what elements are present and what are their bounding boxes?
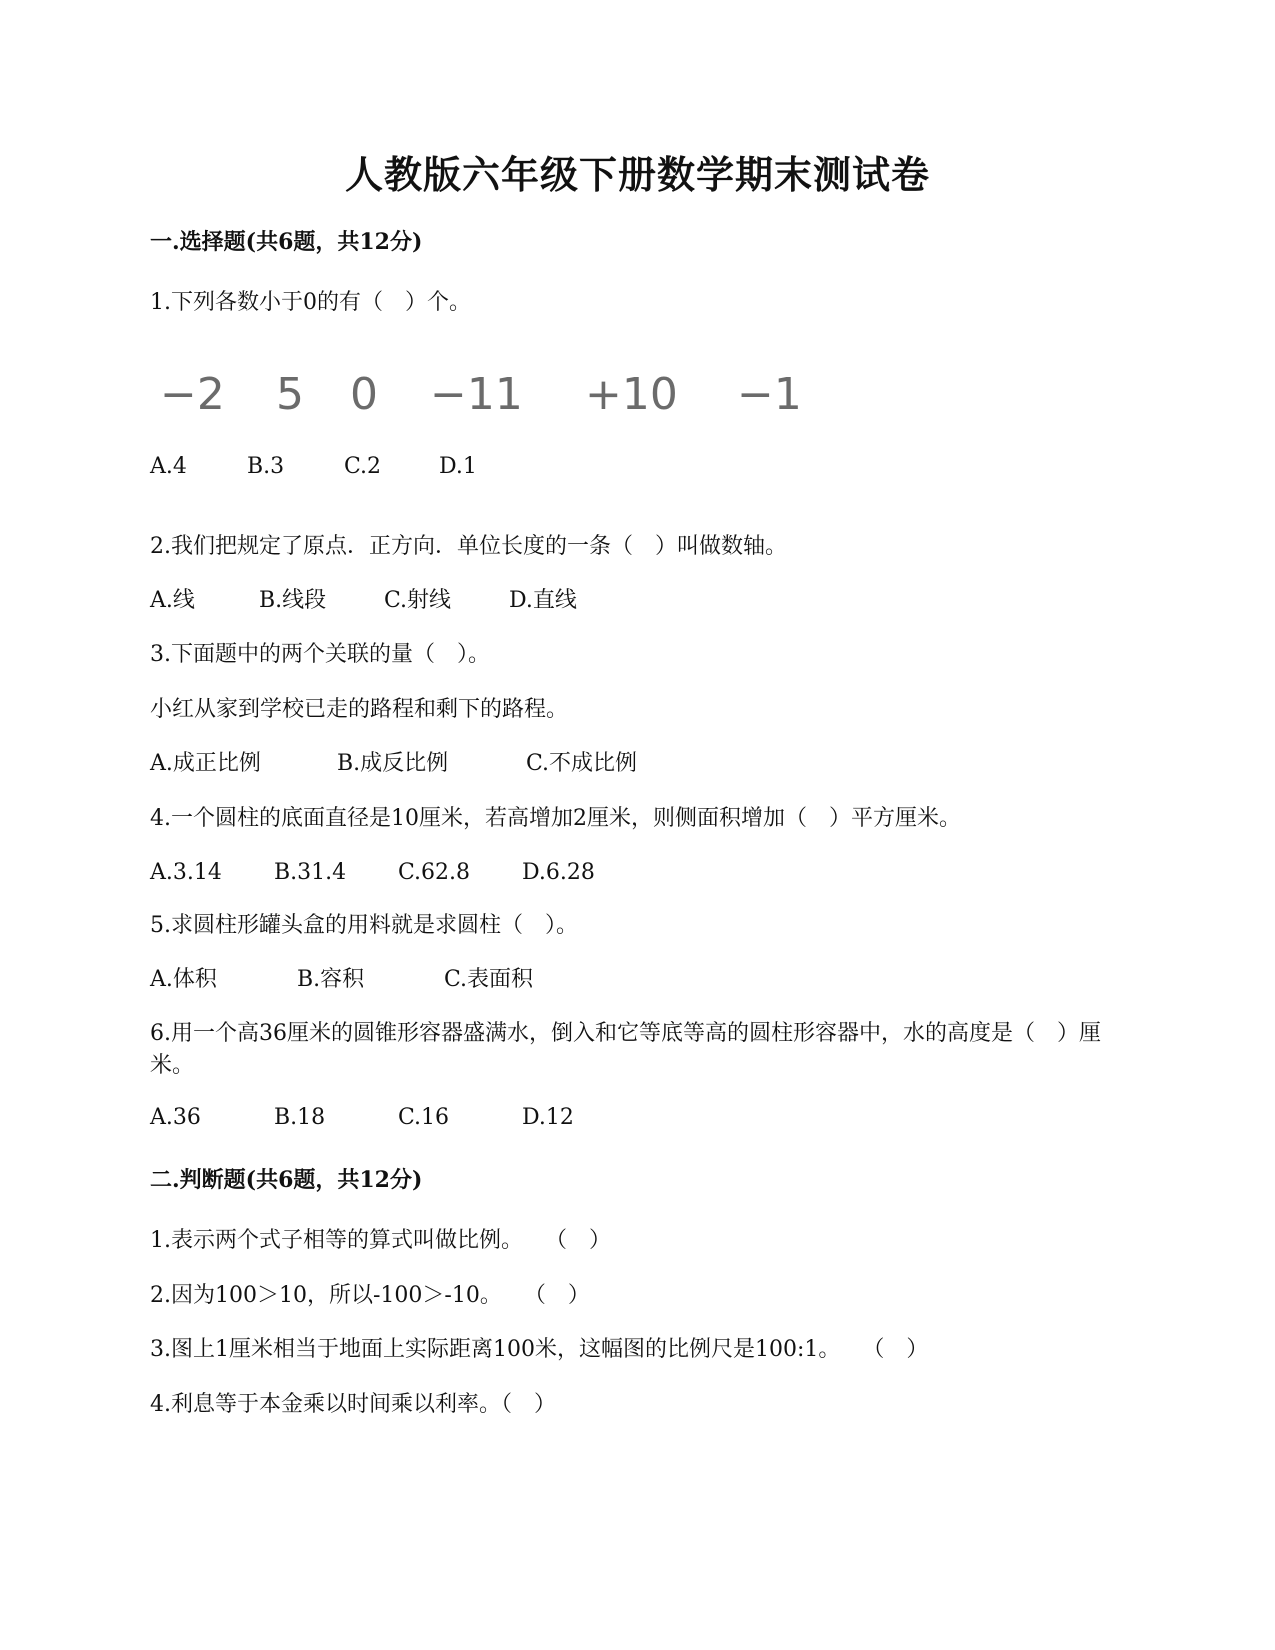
number-item: −1 [737, 369, 802, 420]
option-row [150, 451, 477, 483]
option-d: D.1 [439, 454, 477, 479]
option-a: A.线 [150, 588, 195, 613]
number-item: −11 [430, 369, 523, 420]
option-b: B.18 [274, 1105, 326, 1130]
page-title: 人教版六年级下册数学期末测试卷 [344, 152, 930, 197]
option-d: D.直线 [509, 588, 577, 613]
question-stem: 4.一个圆柱的底面直径是10厘米，若高增加2厘米，则侧面积增加（ ）平方厘米。 [150, 806, 961, 831]
option-c: C.2 [344, 454, 382, 479]
option-d: D.12 [522, 1105, 574, 1130]
judgement-question: 3.图上1厘米相当于地面上实际距离100米，这幅图的比例尺是100:1。 （ ） [150, 1337, 929, 1362]
option-b: B.线段 [259, 588, 327, 613]
option-b: B.31.4 [274, 860, 347, 885]
option-row [150, 964, 533, 996]
number-item: 0 [350, 369, 378, 420]
option-row [150, 748, 637, 780]
option-b: B.成反比例 [337, 751, 449, 776]
judgement-question: 4.利息等于本金乘以时间乘以利率。（ ） [150, 1392, 556, 1417]
option-c: C.表面积 [444, 967, 534, 992]
option-c: C.射线 [384, 588, 452, 613]
question-subtext: 小红从家到学校已走的路程和剩下的路程。 [150, 697, 569, 722]
option-a: A.36 [150, 1105, 201, 1130]
question-stem: 2.我们把规定了原点．正方向．单位长度的一条（ ）叫做数轴。 [150, 534, 787, 559]
number-item: −2 [160, 369, 225, 420]
option-row [150, 857, 595, 889]
option-row [150, 585, 577, 617]
section-heading-choice: 一.选择题(共6题，共12分) [150, 229, 423, 255]
number-item: 5 [276, 369, 304, 420]
option-a: A.体积 [150, 967, 217, 992]
option-c: C.16 [398, 1105, 450, 1130]
option-d: D.6.28 [522, 860, 595, 885]
option-a: A.4 [150, 454, 187, 479]
section-heading-judgement: 二.判断题(共6题，共12分) [150, 1167, 423, 1193]
question-stem: 5.求圆柱形罐头盒的用料就是求圆柱（ ）。 [150, 913, 578, 938]
question-stem: 6.用一个高36厘米的圆锥形容器盛满水，倒入和它等底等高的圆柱形容器中，水的高度是（ ）厘米。 [150, 1021, 1101, 1078]
question-stem: 3.下面题中的两个关联的量（ ）。 [150, 642, 490, 667]
option-a: A.成正比例 [150, 751, 261, 776]
question-stem: 1.下列各数小于0的有（ ）个。 [150, 290, 471, 315]
option-c: C.不成比例 [526, 751, 638, 776]
option-c: C.62.8 [398, 860, 471, 885]
number-item: +10 [585, 369, 678, 420]
option-b: B.容积 [297, 967, 365, 992]
option-b: B.3 [247, 454, 285, 479]
option-a: A.3.14 [150, 860, 222, 885]
judgement-question: 1.表示两个式子相等的算式叫做比例。 （ ） [150, 1228, 611, 1253]
option-row [150, 1102, 574, 1134]
judgement-question: 2.因为100＞10，所以-100＞-10。 （ ） [150, 1283, 590, 1308]
